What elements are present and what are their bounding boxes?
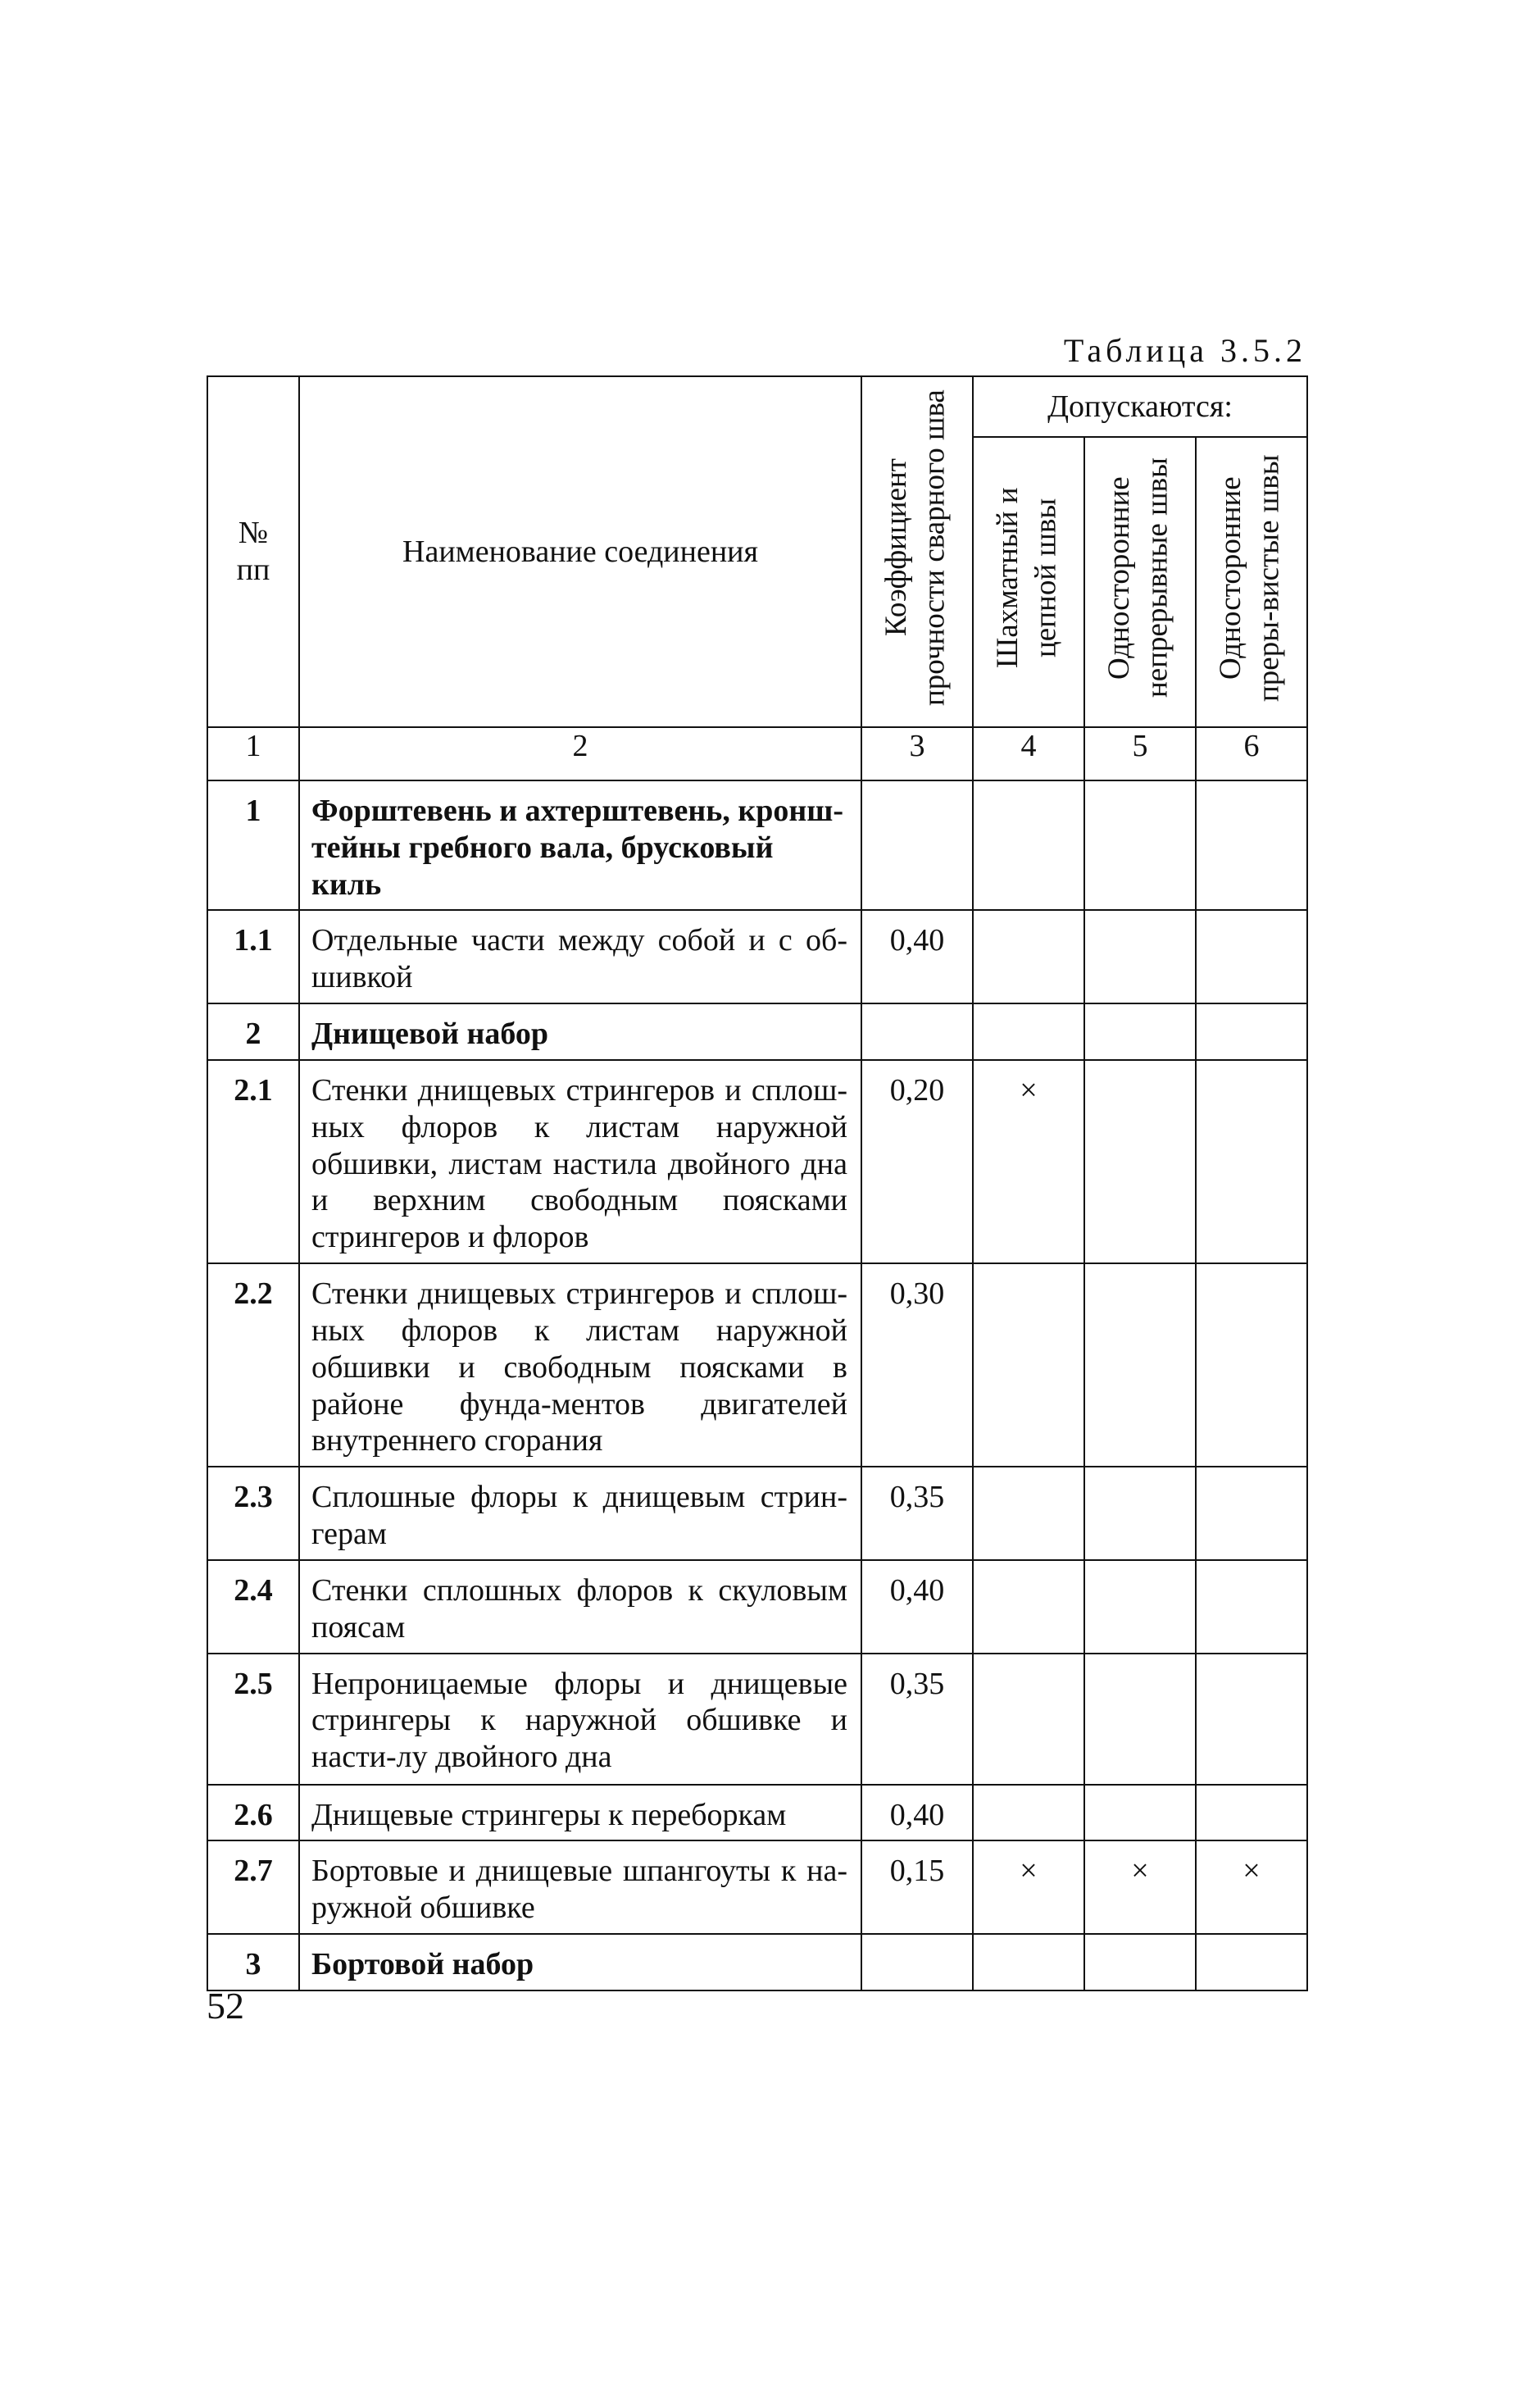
table-row <box>207 1934 1307 1990</box>
row-staggered-mark <box>973 1785 1084 1841</box>
header-no: № пп <box>207 376 299 727</box>
row-one-side-intermittent-mark <box>1196 910 1307 1003</box>
table-row <box>207 1840 1307 1934</box>
row-number: 1 <box>207 780 299 910</box>
table-row <box>207 1003 1307 1060</box>
table-row <box>207 780 1307 910</box>
row-one-side-intermittent-mark: × <box>1196 1840 1307 1934</box>
table-row <box>207 1560 1307 1654</box>
row-coefficient: 0,35 <box>861 1467 973 1560</box>
page-number: 52 <box>207 1985 244 2027</box>
header-coef <box>861 376 973 727</box>
row-coefficient: 0,20 <box>861 1060 973 1263</box>
row-number: 2.4 <box>207 1560 299 1654</box>
row-coefficient <box>861 1003 973 1060</box>
col-number: 1 <box>207 727 299 780</box>
row-staggered-mark <box>973 1467 1084 1560</box>
row-staggered-mark <box>973 1263 1084 1467</box>
row-coefficient <box>861 1934 973 1990</box>
row-coefficient: 0,40 <box>861 1560 973 1654</box>
row-name: Отдельные части между собой и с об-шивкой <box>299 910 861 1003</box>
row-staggered-mark <box>973 1934 1084 1990</box>
row-number: 2 <box>207 1003 299 1060</box>
header-one-side-continuous <box>1084 437 1196 727</box>
row-name: Бортовые и днищевые шпангоуты к на-ружной обшивке <box>299 1840 861 1934</box>
header-one-side-intermittent-text: Односторонние преры-вистые швы <box>1214 453 1286 702</box>
row-staggered-mark <box>973 780 1084 910</box>
row-number: 2.2 <box>207 1263 299 1467</box>
row-coefficient: 0,30 <box>861 1263 973 1467</box>
row-name: Сплошные флоры к днищевым стрин-герам <box>299 1467 861 1560</box>
header-name: Наименование соединения <box>299 376 861 727</box>
row-name: Бортовой набор <box>299 1934 861 1990</box>
header-coef-text: Коэффициент прочности сварного шва <box>879 389 952 706</box>
row-one-side-intermittent-mark <box>1196 1560 1307 1654</box>
row-staggered-mark <box>973 1654 1084 1785</box>
row-one-side-continuous-mark: × <box>1084 1840 1196 1934</box>
row-one-side-continuous-mark <box>1084 1060 1196 1263</box>
col-number: 6 <box>1196 727 1307 780</box>
row-one-side-continuous-mark <box>1084 1785 1196 1841</box>
row-number: 1.1 <box>207 910 299 1003</box>
row-name: Стенки днищевых стрингеров и сплош-ных флоров к листам наружной обшивки, листам настила двойного дна и верхним свободным поясками стрингеров и флоров <box>299 1060 861 1263</box>
table-row <box>207 1467 1307 1560</box>
col-number: 4 <box>973 727 1084 780</box>
row-number: 2.6 <box>207 1785 299 1841</box>
row-one-side-intermittent-mark <box>1196 1467 1307 1560</box>
row-number: 3 <box>207 1934 299 1990</box>
row-one-side-continuous-mark <box>1084 910 1196 1003</box>
row-staggered-mark: × <box>973 1840 1084 1934</box>
row-one-side-continuous-mark <box>1084 1560 1196 1654</box>
row-name: Непроницаемые флоры и днищевые стрингеры к наружной обшивке и насти-лу двойного дна <box>299 1654 861 1785</box>
row-one-side-continuous-mark <box>1084 1654 1196 1785</box>
row-coefficient: 0,40 <box>861 1785 973 1841</box>
header-allowed: Допускаются: <box>973 376 1307 437</box>
col-number: 2 <box>299 727 861 780</box>
row-one-side-intermittent-mark <box>1196 1654 1307 1785</box>
table-caption: Таблица 3.5.2 <box>1063 332 1306 369</box>
table-row <box>207 910 1307 1003</box>
row-one-side-intermittent-mark <box>1196 1934 1307 1990</box>
row-coefficient: 0,15 <box>861 1840 973 1934</box>
column-numbers-row <box>207 727 1307 780</box>
row-name: Стенки сплошных флоров к скуловым поясам <box>299 1560 861 1654</box>
row-one-side-continuous-mark <box>1084 780 1196 910</box>
row-one-side-intermittent-mark <box>1196 1003 1307 1060</box>
row-one-side-intermittent-mark <box>1196 1785 1307 1841</box>
row-one-side-continuous-mark <box>1084 1263 1196 1467</box>
row-one-side-intermittent-mark <box>1196 1060 1307 1263</box>
row-number: 2.1 <box>207 1060 299 1263</box>
row-one-side-intermittent-mark <box>1196 1263 1307 1467</box>
row-number: 2.5 <box>207 1654 299 1785</box>
row-staggered-mark: × <box>973 1060 1084 1263</box>
col-number: 5 <box>1084 727 1196 780</box>
row-one-side-continuous-mark <box>1084 1003 1196 1060</box>
header-one-side-continuous-text: Односторонние непрерывные швы <box>1102 457 1174 698</box>
welds-table <box>207 375 1308 1991</box>
table-row <box>207 1263 1307 1467</box>
table-row <box>207 1785 1307 1841</box>
row-name: Днищевой набор <box>299 1003 861 1060</box>
col-number: 3 <box>861 727 973 780</box>
header-staggered <box>973 437 1084 727</box>
row-staggered-mark <box>973 1560 1084 1654</box>
row-number: 2.3 <box>207 1467 299 1560</box>
row-number: 2.7 <box>207 1840 299 1934</box>
row-one-side-continuous-mark <box>1084 1467 1196 1560</box>
row-one-side-intermittent-mark <box>1196 780 1307 910</box>
row-coefficient <box>861 780 973 910</box>
row-staggered-mark <box>973 910 1084 1003</box>
table-row <box>207 1654 1307 1785</box>
table-row <box>207 1060 1307 1263</box>
header-one-side-intermittent <box>1196 437 1307 727</box>
header-staggered-text: Шахматный и цепной швы <box>991 487 1063 668</box>
row-one-side-continuous-mark <box>1084 1934 1196 1990</box>
row-coefficient: 0,40 <box>861 910 973 1003</box>
row-name: Форштевень и ахтерштевень, кронш-тейны гребного вала, брусковый киль <box>299 780 861 910</box>
row-name: Стенки днищевых стрингеров и сплош-ных флоров к листам наружной обшивки и свободным поясками в районе фунда-ментов двигателей внутреннего сгорания <box>299 1263 861 1467</box>
row-staggered-mark <box>973 1003 1084 1060</box>
row-coefficient: 0,35 <box>861 1654 973 1785</box>
row-name: Днищевые стрингеры к переборкам <box>299 1785 861 1841</box>
